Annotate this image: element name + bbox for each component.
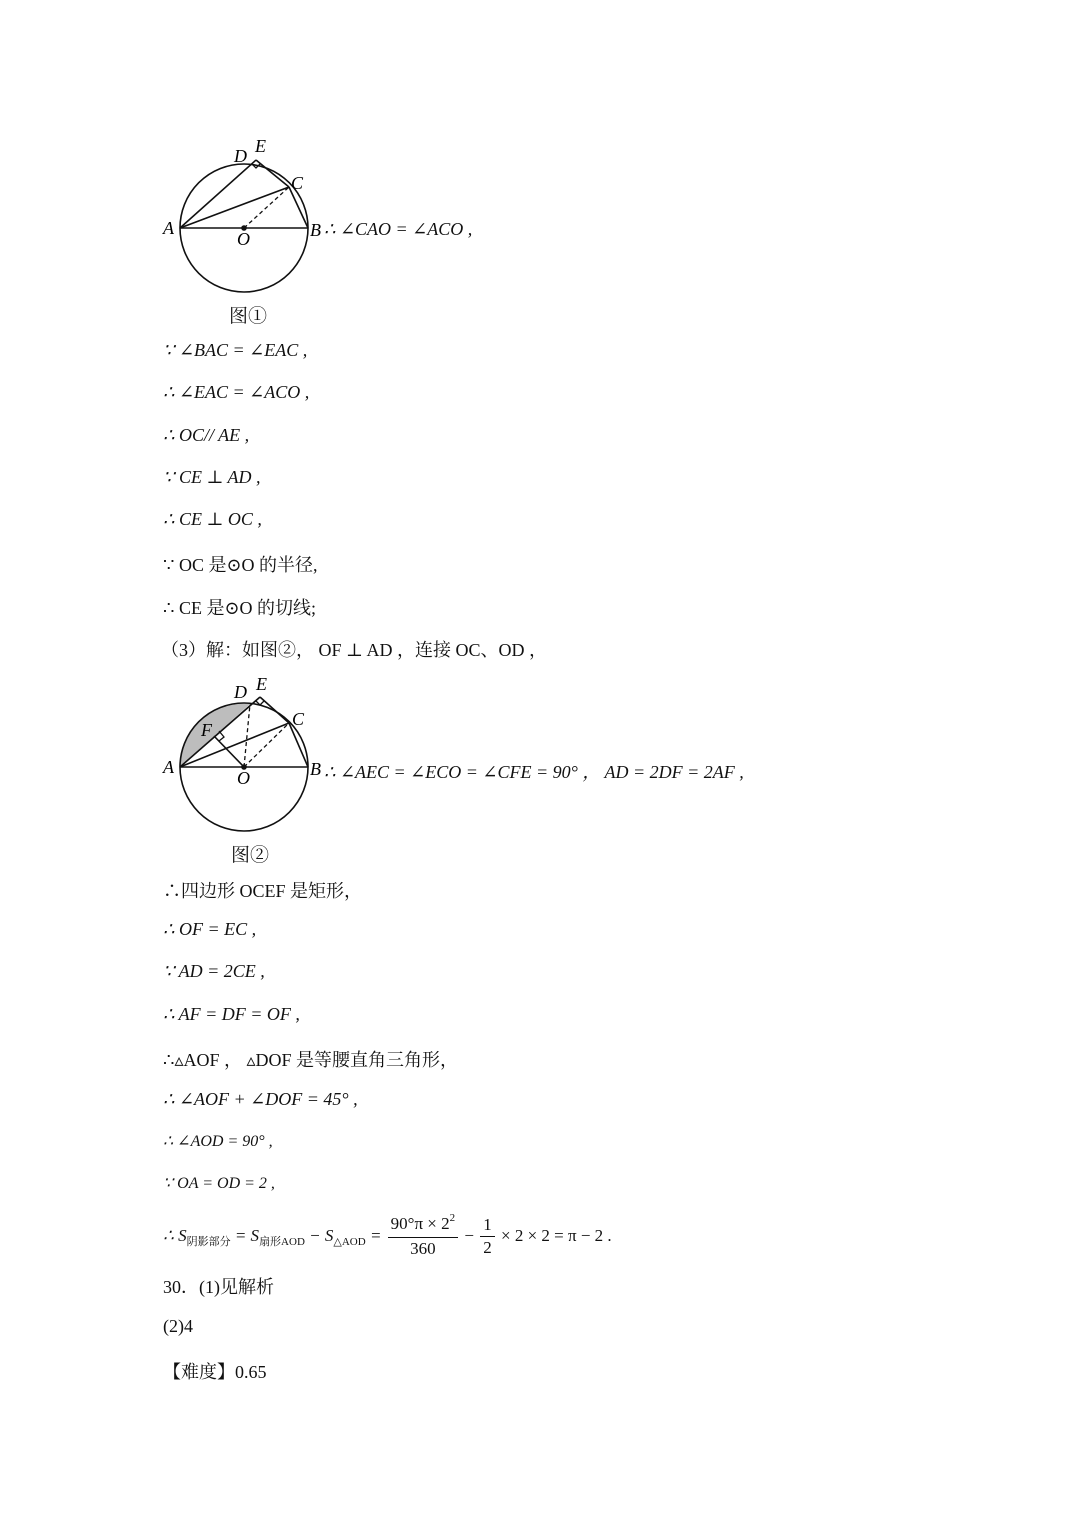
line-ec <box>256 160 289 187</box>
frac1-exponent: 2 <box>449 1211 456 1224</box>
figure-2 <box>150 668 330 843</box>
difficulty: 【难度】0.65 <box>163 1362 267 1382</box>
line-4: ∵ CE ⊥ AD , <box>163 467 261 487</box>
figure-1-caption: 图① <box>229 306 268 327</box>
eq-sub-triangle: △AOD <box>333 1235 366 1248</box>
right-angle-mark-f <box>219 731 224 741</box>
line-6: ∵ OC 是⊙O 的半径, <box>163 555 318 575</box>
frac1-denominator: 360 <box>410 1238 436 1258</box>
label-c: C <box>291 173 304 193</box>
eq-sub-shaded: 阴影部分 <box>186 1236 231 1248</box>
label-a: A <box>163 757 174 777</box>
eq-equals-1: = S <box>230 1226 260 1245</box>
line-od-dashed <box>244 704 250 767</box>
frac2-numerator: 1 <box>480 1214 495 1237</box>
line-ac <box>180 187 289 228</box>
line-14: ∴▵AOF ， ▵DOF 是等腰直角三角形， <box>163 1050 459 1070</box>
label-o: O <box>237 768 250 788</box>
label-d: D <box>234 146 247 166</box>
line-oc-dashed <box>244 187 289 228</box>
eq-tail: × 2 × 2 = π − 2 . <box>496 1226 612 1245</box>
line-ec <box>260 697 289 723</box>
line-10: ∴四边形 OCEF 是矩形， <box>163 881 363 901</box>
answer-30-1: 30．(1)见解析 <box>163 1277 274 1297</box>
line-9: ∴ ∠AEC = ∠ECO = ∠CFE = 90° ， AD = 2DF = 2AF , <box>324 762 744 782</box>
line-13: ∴ AF = DF = OF , <box>163 1004 300 1024</box>
eq-minus-1: − S <box>304 1226 334 1245</box>
figure-1 <box>150 130 330 305</box>
line-1: ∵ ∠BAC = ∠EAC , <box>163 340 308 360</box>
line-0: ∴ ∠CAO = ∠ACO , <box>324 219 473 239</box>
label-o: O <box>237 229 250 249</box>
line-16: ∴ ∠AOD = 90° , <box>163 1133 273 1150</box>
fraction-half <box>480 1214 495 1259</box>
eq-equals-2: = <box>365 1226 386 1245</box>
frac1-numerator: 90°π × 2 <box>390 1213 450 1233</box>
line-7: ∴ CE 是⊙O 的切线; <box>163 598 317 618</box>
final-equation <box>163 1210 612 1262</box>
fraction-sector-area <box>388 1213 458 1260</box>
line-11: ∴ OF = EC , <box>163 919 257 939</box>
line-12: ∵ AD = 2CE , <box>163 961 265 981</box>
line-5: ∴ CE ⊥ OC , <box>163 509 262 529</box>
answer-30-2: (2)4 <box>163 1316 193 1336</box>
frac2-denominator: 2 <box>483 1237 492 1257</box>
label-e: E <box>255 136 266 156</box>
label-f: F <box>201 720 212 740</box>
eq-sub-sector: 扇形AOD <box>259 1236 305 1248</box>
label-e: E <box>256 674 267 694</box>
line-8: （3）解：如图②， OF ⊥ AD ，连接 OC、OD ， <box>161 640 547 660</box>
label-a: A <box>163 218 174 238</box>
line-oc-dashed <box>244 723 289 767</box>
label-d: D <box>234 682 247 702</box>
eq-prefix: ∴ S <box>163 1226 187 1245</box>
line-cb <box>289 723 308 767</box>
figure-2-caption: 图② <box>231 845 270 866</box>
line-15: ∴ ∠AOF + ∠DOF = 45° , <box>163 1089 358 1109</box>
label-b: B <box>310 220 321 240</box>
eq-minus-2: − <box>460 1226 479 1245</box>
label-b: B <box>310 759 321 779</box>
line-17: ∵ OA = OD = 2 , <box>163 1175 275 1192</box>
line-3: ∴ OC// AE , <box>163 425 250 445</box>
label-c: C <box>292 709 305 729</box>
line-2: ∴ ∠EAC = ∠ACO , <box>163 382 310 402</box>
